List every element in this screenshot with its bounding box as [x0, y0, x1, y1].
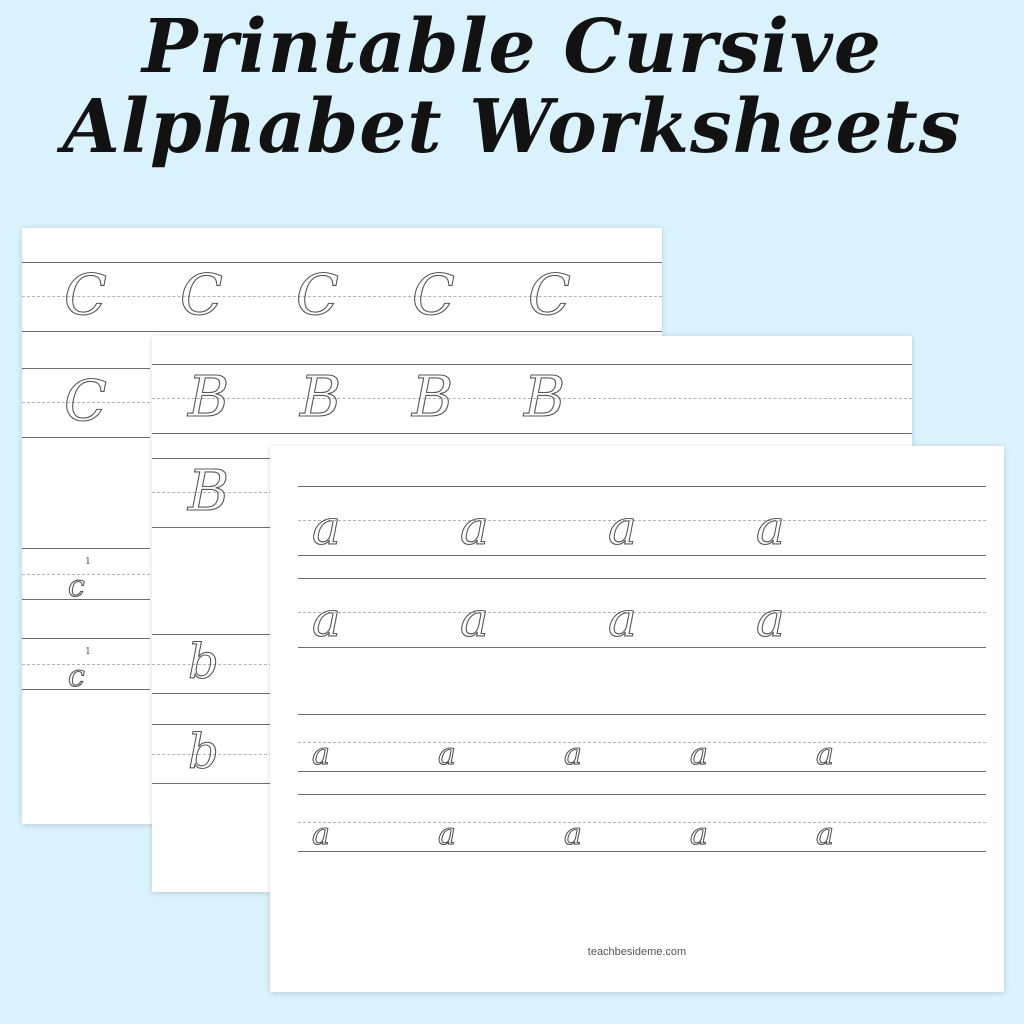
rule-line-top [22, 638, 150, 639]
rule-group [22, 262, 662, 332]
trace-letter: a [460, 500, 489, 556]
trace-letter: b [188, 724, 219, 780]
trace-letter: a [756, 592, 785, 648]
trace-letter: C [296, 263, 339, 328]
rule-line-mid [22, 664, 150, 665]
rule-line-base [298, 851, 986, 852]
title-line-2: Alphabet Worksheets [62, 84, 962, 170]
rule-line-base [298, 647, 986, 648]
trace-letter [68, 557, 91, 604]
rule-line-base [22, 599, 150, 600]
trace-letter [68, 647, 91, 694]
rule-line-base [152, 693, 272, 694]
title-line-1: Printable Cursive [142, 4, 882, 90]
trace-letter: a [438, 817, 456, 852]
rule-line-base [152, 783, 272, 784]
trace-letter: B [300, 365, 342, 430]
rule-line-mid [22, 574, 150, 575]
trace-letter: a [312, 500, 341, 556]
trace-letter: B [412, 365, 454, 430]
rule-line-top [298, 578, 986, 579]
trace-letter: a [816, 817, 834, 852]
trace-letter: C [64, 369, 107, 434]
trace-letter: a [690, 737, 708, 772]
rule-line-top [22, 548, 150, 549]
trace-letter: a [438, 737, 456, 772]
trace-letter: a [312, 737, 330, 772]
trace-letter: a [608, 500, 637, 556]
worksheet-letter-a [270, 446, 1004, 992]
rule-line-base [152, 527, 272, 528]
rule-group [270, 578, 1004, 648]
trace-letter: a [312, 817, 330, 852]
rule-line-mid [298, 520, 986, 521]
trace-letter: a [460, 592, 489, 648]
trace-letter: a [564, 737, 582, 772]
rule-line-top [298, 486, 986, 487]
trace-letter: B [524, 365, 566, 430]
source-url: teachbesideme.com [587, 946, 687, 958]
rule-line-mid [298, 612, 986, 613]
trace-letter: C [528, 263, 571, 328]
rule-line-mid [298, 822, 986, 823]
trace-letter-char: c [68, 569, 85, 604]
rule-group [270, 486, 1004, 556]
poster-title [0, 4, 1024, 170]
trace-letter: a [608, 592, 637, 648]
trace-letter: a [756, 500, 785, 556]
trace-letter-char: c [68, 659, 85, 694]
rule-group [152, 364, 912, 434]
rule-line-base [22, 689, 150, 690]
rule-line-base [298, 771, 986, 772]
stroke-order-number: 1 [85, 647, 91, 657]
trace-letter: a [816, 737, 834, 772]
trace-letter: C [180, 263, 223, 328]
rule-line-top [298, 794, 986, 795]
rule-line-top [298, 714, 986, 715]
rule-line-base [22, 331, 662, 332]
trace-letter: C [412, 263, 455, 328]
stroke-order-number: 1 [85, 557, 91, 567]
trace-letter: C [64, 263, 107, 328]
rule-line-mid [298, 742, 986, 743]
trace-letter: B [188, 365, 230, 430]
trace-letter: a [312, 592, 341, 648]
rule-line-base [298, 555, 986, 556]
trace-letter: b [188, 634, 219, 690]
rule-group [270, 794, 1004, 852]
trace-letter: a [690, 817, 708, 852]
rule-line-base [152, 433, 912, 434]
rule-group [270, 714, 1004, 772]
trace-letter: a [564, 817, 582, 852]
trace-letter: B [188, 459, 230, 524]
rule-line-base [22, 437, 150, 438]
